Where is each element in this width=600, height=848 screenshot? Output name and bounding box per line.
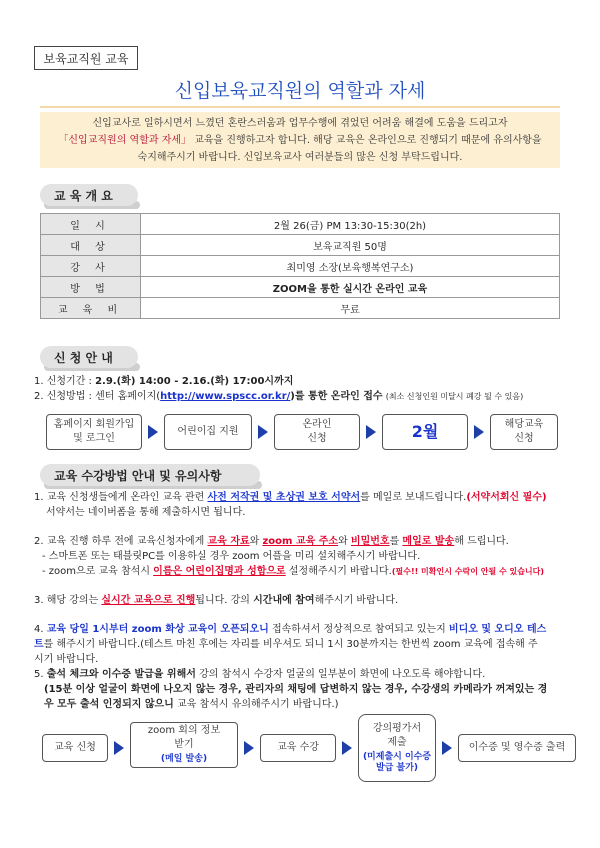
text: 교육 참석시 유의해주시기 바랍니다.) bbox=[173, 699, 339, 710]
method-note: (최소 신청인원 미달시 폐강 될 수 있음) bbox=[385, 392, 524, 401]
row-key: 교 육 비 bbox=[41, 298, 141, 319]
process-step-evaluation bbox=[358, 714, 436, 782]
row-value: 최미영 소장(보육행복연구소) bbox=[141, 256, 560, 277]
flow-step-line: 온라인 bbox=[302, 419, 332, 430]
text-emphasis: 메일로 발송 bbox=[402, 536, 455, 547]
category-tag-label: 보육교직원 교육 bbox=[43, 51, 129, 66]
text: 2. 교육 진행 하루 전에 교육신청자에게 bbox=[34, 536, 208, 547]
arrow-right-icon bbox=[148, 425, 158, 439]
table-row bbox=[41, 214, 560, 235]
row-value: 2월 26(금) PM 13:30-15:30(2h) bbox=[141, 214, 560, 235]
method-rest: )를 통한 온라인 접수 bbox=[290, 391, 383, 402]
guide-item-2 bbox=[34, 534, 564, 549]
text-bold: 우 모두 출석 인정되지 않으니 bbox=[44, 699, 174, 710]
guide-item-5-note-end bbox=[34, 697, 564, 712]
overview-heading bbox=[40, 184, 138, 206]
text: 해 드립니다. bbox=[454, 536, 509, 547]
arrow-right-icon bbox=[366, 425, 376, 439]
text: 됩니다. 강의 bbox=[195, 595, 254, 606]
row-value: ZOOM을 통한 실시간 온라인 교육 bbox=[141, 277, 560, 298]
process-step-certificate bbox=[458, 734, 576, 762]
table-row bbox=[41, 256, 560, 277]
text-emphasis: 실시간 교육으로 진행 bbox=[101, 595, 196, 606]
text-emphasis: zoom 교육 주소 bbox=[262, 536, 339, 547]
text: 와 bbox=[338, 536, 351, 547]
guide-item-5-note: (15분 이상 얼굴이 화면에 나오지 않는 경우, 관리자의 채팅에 답변하지 않는 경우, 수강생의 카메라가 꺼져있는 경 bbox=[44, 684, 548, 695]
guide-item-2-sub: - 스마트폰 또는 태블릿PC를 이용하실 경우 zoom 어플을 미리 설치해주시기 바랍니다. bbox=[42, 551, 421, 562]
process-step-note: (메일 발송) bbox=[160, 754, 208, 764]
text-bold: 출석 체크와 이수증 발급을 위해서 bbox=[46, 669, 196, 680]
text-warning: (필수!! 미확인시 수락이 안될 수 있습니다) bbox=[391, 567, 545, 576]
guide-heading-label: 교육 수강방법 안내 및 유의사항 bbox=[54, 468, 222, 483]
process-step-line: zoom 회의 정보 bbox=[147, 725, 221, 736]
text: 3. 해당 강의는 bbox=[34, 595, 102, 606]
guide-item-5 bbox=[34, 667, 564, 682]
intro-highlight: 「신입교직원의 역할과 자세」 bbox=[58, 135, 192, 146]
text-emphasis: 트 bbox=[34, 639, 44, 650]
flow-step-line: 신청 bbox=[307, 433, 327, 444]
period-label: 1. 신청기간 : bbox=[34, 376, 96, 387]
period-value: 2.9.(화) 14:00 - 2.16.(화) 17:00시까지 bbox=[95, 376, 294, 387]
text: 와 bbox=[249, 536, 263, 547]
table-row bbox=[41, 277, 560, 298]
flow-step-signup bbox=[46, 414, 142, 450]
intro-line-3: 숙지해주시기 바랍니다. 신입보육교사 여러분들의 많은 신청 부탁드립니다. bbox=[137, 152, 463, 163]
text: 1. 교육 신청생들에게 온라인 교육 관련 bbox=[34, 492, 208, 503]
guide-item-4-end: 시기 바랍니다. bbox=[34, 654, 99, 665]
text-warning: (서약서회신 필수) bbox=[466, 492, 547, 503]
text-emphasis: 비밀번호 bbox=[350, 536, 390, 547]
flow-step-online bbox=[274, 414, 360, 450]
text: 를 메일로 보내드립니다. bbox=[360, 492, 467, 503]
title-underline bbox=[40, 106, 560, 108]
flow-step-line: 홈페이지 회원가입 bbox=[53, 419, 135, 430]
intro-line-2 bbox=[40, 132, 560, 149]
process-step-line: 제출 bbox=[387, 737, 407, 748]
text-emphasis: 비디오 및 오디오 테스 bbox=[448, 624, 547, 635]
flow-step-line: 어린이집 지원 bbox=[177, 426, 239, 437]
flow-step-line: 해당교육 bbox=[504, 419, 544, 430]
text: 설정해주시기 바랍니다. bbox=[285, 566, 392, 577]
text: 접속하셔서 정상적으로 참여되고 있는지 bbox=[268, 624, 449, 635]
table-row bbox=[41, 298, 560, 319]
guide-item-1 bbox=[34, 490, 564, 505]
arrow-right-icon bbox=[258, 425, 268, 439]
flow-step-course bbox=[490, 414, 558, 450]
row-key: 강 사 bbox=[41, 256, 141, 277]
text-bold: 시간내에 참여 bbox=[253, 595, 315, 606]
text-emphasis: 교육 당일 1시부터 zoom 화상 교육이 오픈되오니 bbox=[46, 624, 269, 635]
process-step-apply bbox=[42, 734, 108, 762]
page-title: 신입보육교직원의 역할과 자세 bbox=[174, 80, 426, 102]
guide-item-2-sub bbox=[34, 564, 564, 579]
text: - zoom으로 교육 참석시 bbox=[42, 566, 154, 577]
intro-line-1: 신입교사로 일하시면서 느꼈던 혼란스러움과 업무수행에 겪었던 어려움 해결에 도움을 드리고자 bbox=[92, 118, 508, 129]
process-step-line: 강의평가서 bbox=[372, 723, 422, 734]
arrow-right-icon bbox=[114, 741, 124, 755]
process-step-line: 교육 수강 bbox=[277, 742, 319, 753]
row-key: 일 시 bbox=[41, 214, 141, 235]
process-step-line: 이수증 및 영수증 출력 bbox=[468, 742, 566, 753]
row-key: 방 법 bbox=[41, 277, 141, 298]
homepage-link[interactable]: http://www.spscc.or.kr/ bbox=[160, 391, 291, 402]
arrow-right-icon bbox=[474, 425, 484, 439]
row-value: 무료 bbox=[141, 298, 560, 319]
process-step-line: 받기 bbox=[174, 739, 194, 750]
text: 5. bbox=[34, 669, 47, 680]
flow-step-line: 2월 bbox=[411, 422, 439, 441]
apply-heading bbox=[40, 346, 138, 368]
text: 4. bbox=[34, 624, 47, 635]
guide-item-1-sub: 서약서는 네이버폼을 통해 제출하시면 됩니다. bbox=[46, 507, 246, 518]
apply-heading-label: 신 청 안 내 bbox=[54, 350, 113, 365]
table-row bbox=[41, 235, 560, 256]
arrow-right-icon bbox=[342, 741, 352, 755]
guide-item-4 bbox=[34, 622, 564, 637]
text-emphasis: 사전 저작권 및 초상권 보호 서약서 bbox=[207, 492, 361, 503]
row-value: 보육교직원 50명 bbox=[141, 235, 560, 256]
text: 를 해주시기 바랍니다.(테스트 마친 후에는 자리를 비우셔도 되니 1시 30분까지는 한번씩 zoom 교육에 접속해 주 bbox=[43, 639, 538, 650]
flow-step-line: 신청 bbox=[514, 433, 534, 444]
text: 해주시기 바랍니다. bbox=[314, 595, 399, 606]
category-tag bbox=[34, 46, 138, 70]
apply-method bbox=[34, 389, 564, 404]
process-step-attend bbox=[260, 734, 336, 762]
row-key: 대 상 bbox=[41, 235, 141, 256]
process-step-zoom-info bbox=[130, 722, 238, 768]
process-step-line: 교육 신청 bbox=[54, 742, 96, 753]
intro-line-2-rest: 교육을 진행하고자 합니다. 해당 교육은 온라인으로 진행되기 때문에 유의사항을 bbox=[194, 135, 542, 146]
flow-step-daycare bbox=[164, 414, 252, 450]
arrow-right-icon bbox=[442, 741, 452, 755]
guide-item-3 bbox=[34, 593, 564, 608]
guide-item-4-cont bbox=[34, 637, 564, 652]
text-emphasis: 이름은 어린이집명과 성함으로 bbox=[153, 566, 286, 577]
apply-period bbox=[34, 374, 564, 389]
arrow-right-icon bbox=[244, 741, 254, 755]
text-emphasis: 교육 자료 bbox=[207, 536, 250, 547]
flow-step-line: 및 로그인 bbox=[73, 433, 115, 444]
guide-list bbox=[34, 490, 564, 712]
overview-heading-label: 교 육 개 요 bbox=[54, 188, 113, 203]
intro-box bbox=[40, 112, 560, 168]
guide-heading bbox=[40, 464, 260, 486]
process-step-note: (미제출시 이수증 발급 불가) bbox=[362, 752, 432, 773]
method-label: 2. 신청방법 : 센터 홈페이지( bbox=[34, 391, 161, 402]
text: 강의 참석시 수강자 얼굴의 일부분이 화면에 나오도록 해야합니다. bbox=[195, 669, 486, 680]
text: 를 bbox=[389, 536, 403, 547]
overview-table bbox=[40, 213, 560, 319]
apply-list bbox=[34, 374, 564, 404]
flow-step-month bbox=[382, 414, 468, 450]
